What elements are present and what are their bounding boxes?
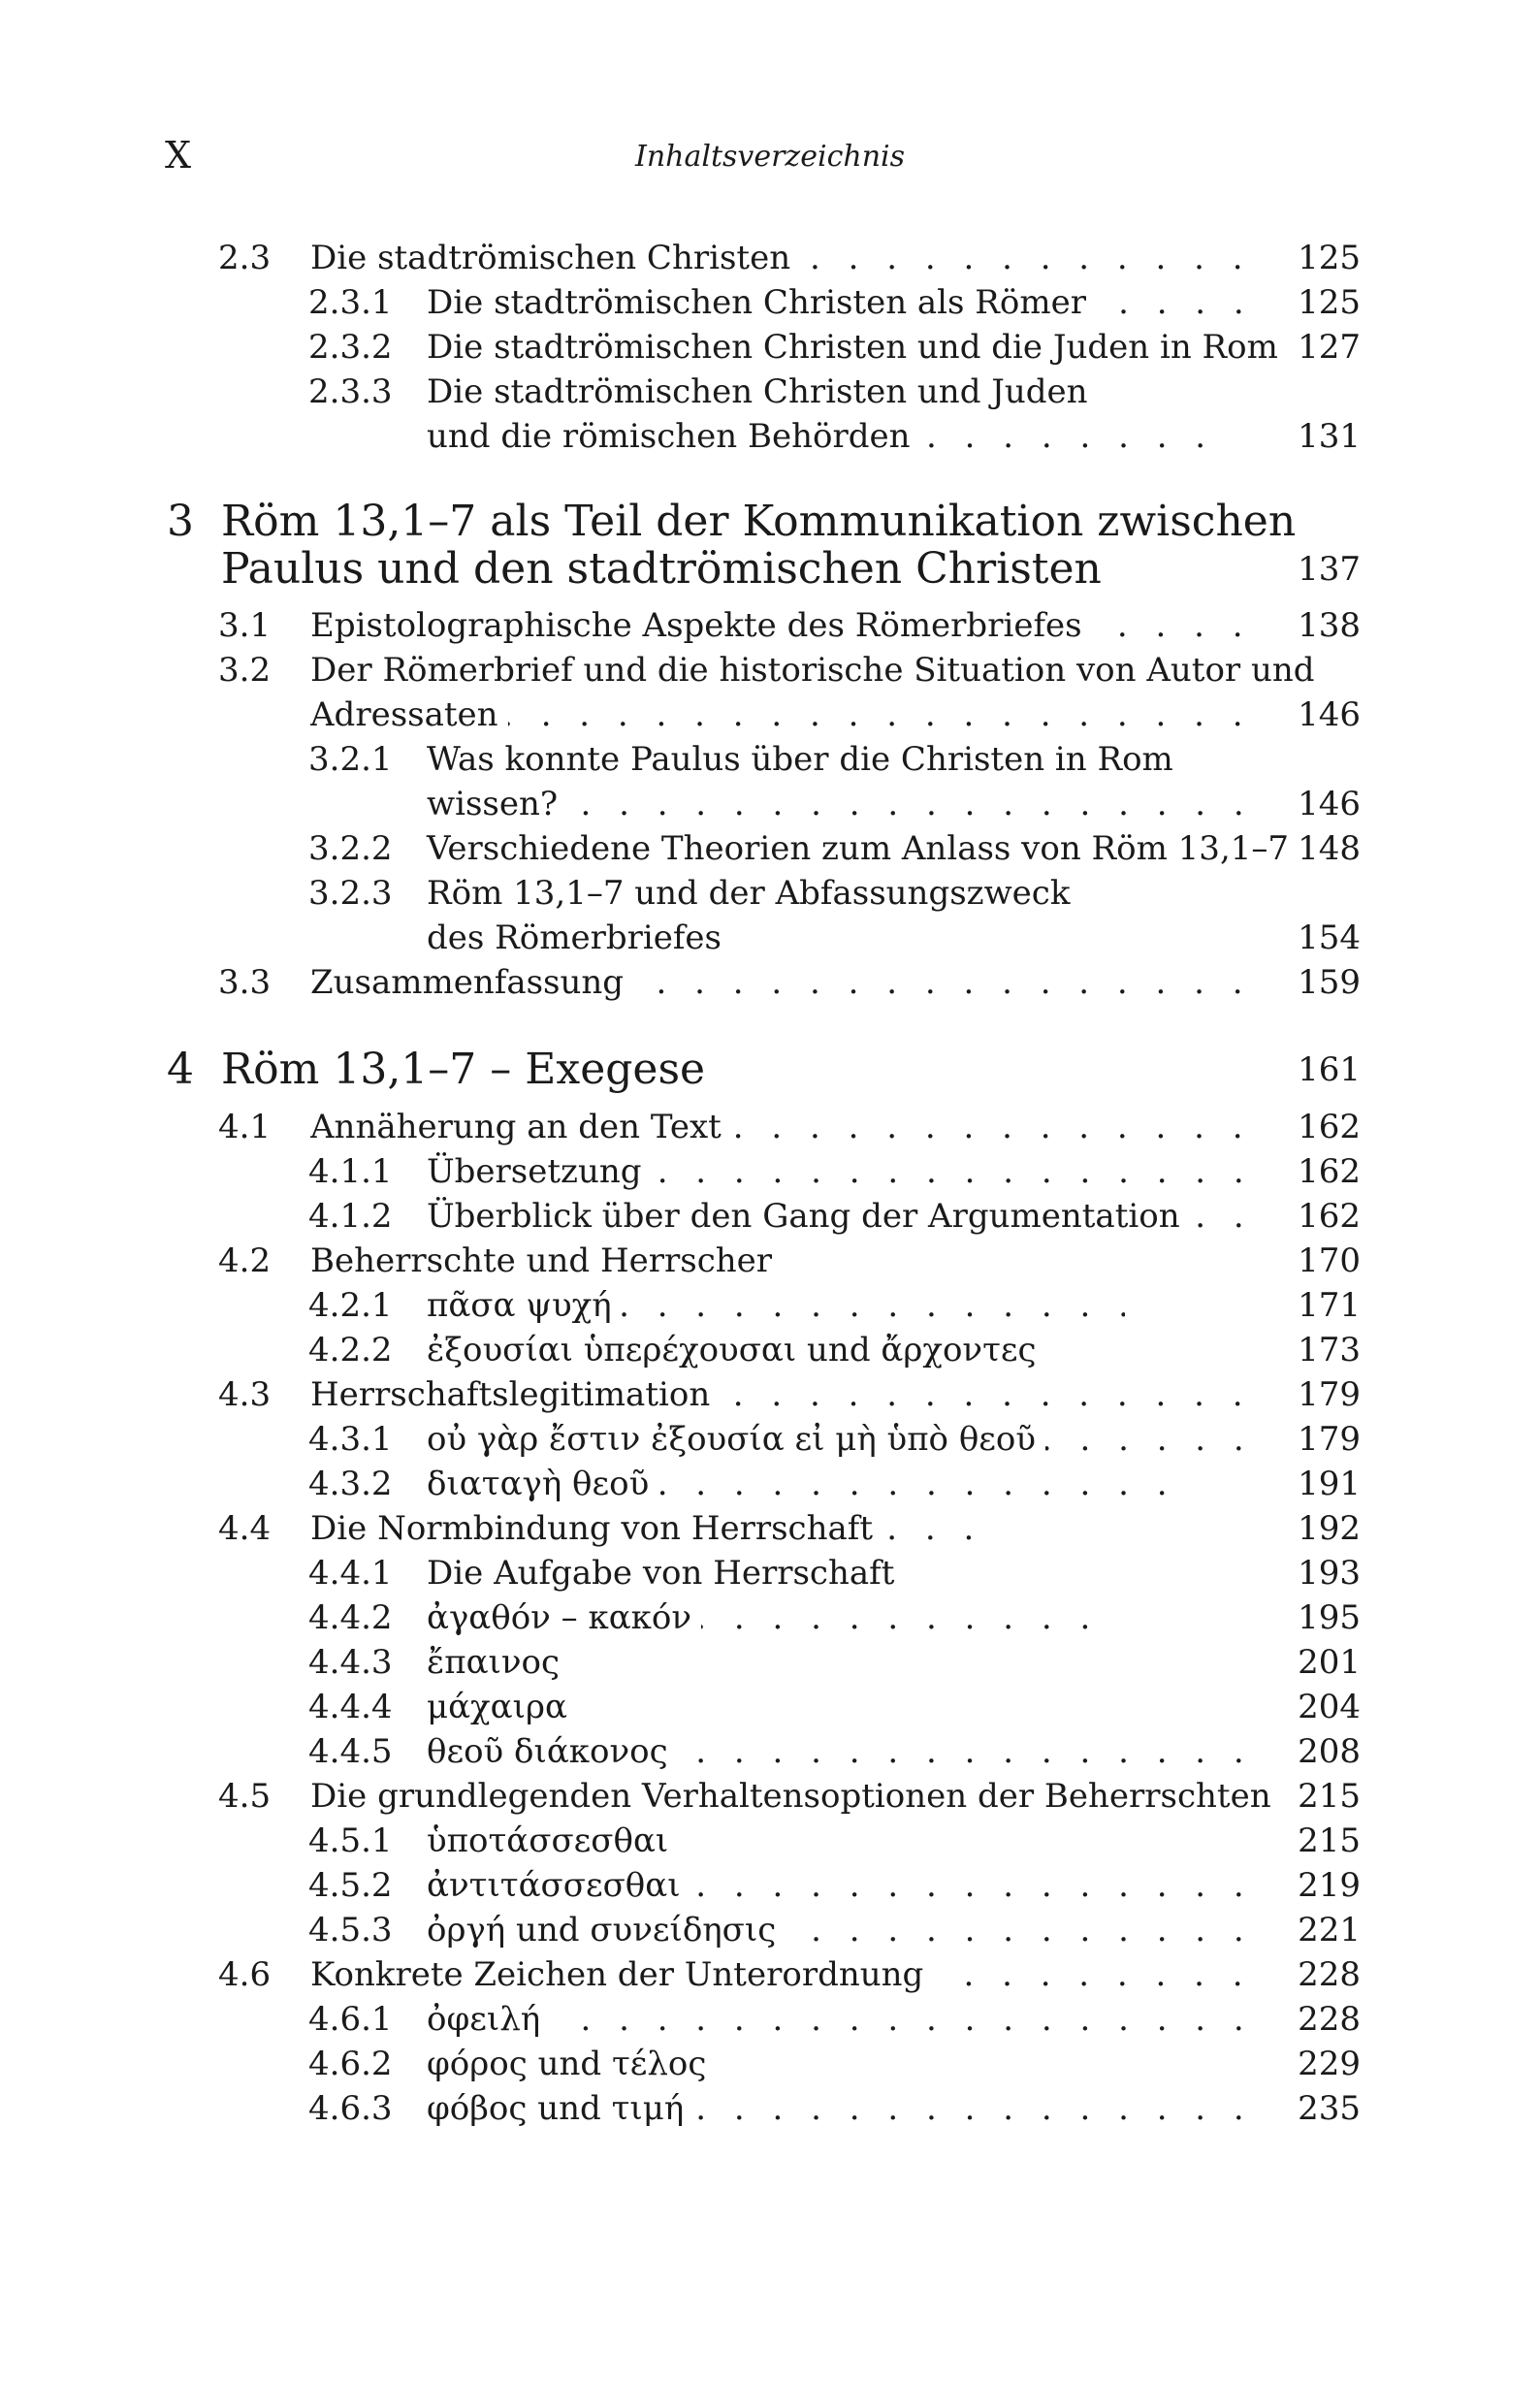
toc-entry-number: 3.1 [218, 606, 272, 645]
toc-entry [0, 1997, 1540, 2042]
toc-entry [0, 1551, 1540, 1595]
toc-entry-page: 125 [1298, 283, 1361, 322]
toc-entry [0, 1952, 1540, 1997]
toc-entry-page: 193 [1298, 1554, 1361, 1593]
chapter-entry-continuation [0, 543, 1540, 596]
toc-entry [0, 603, 1540, 648]
toc-entry-title: θεοῦ διάκονος . . . [427, 1729, 1266, 1774]
toc-entry-page: 221 [1298, 1911, 1361, 1949]
toc-entry-number: 4.3 [218, 1375, 272, 1414]
toc-entry-number: 4.1.1 [308, 1152, 393, 1191]
toc-entry [0, 1283, 1540, 1328]
toc-entry-title: Zusammenfassung . . . [310, 960, 1266, 1005]
toc-entry [0, 1729, 1540, 1774]
toc-entry [0, 1863, 1540, 1908]
toc-entry-title: Die Aufgabe von Herrschaft [427, 1554, 895, 1593]
toc-entry [0, 1908, 1540, 1952]
toc-entry-title: ὀργή und συνείδησις . . . [427, 1908, 1266, 1952]
toc-entry-number: 4.3.2 [308, 1465, 393, 1503]
toc-entry [0, 737, 1540, 782]
toc-entry-title: Überblick über den Gang der Argumentation . . . [427, 1194, 1266, 1239]
toc-entry-number: 4.6.3 [308, 2089, 393, 2128]
toc-entry [0, 1640, 1540, 1685]
toc-entry-page: 171 [1298, 1286, 1361, 1325]
toc-entry-title: μάχαιρα [427, 1688, 567, 1726]
toc-entry-number: 4.4.5 [308, 1732, 393, 1771]
toc-entry-title: Der Römerbrief und die historische Situation von Autor und [310, 651, 1315, 690]
toc-entry-title: Die grundlegenden Verhaltensoptionen der Beherrschten [310, 1777, 1271, 1816]
toc-entry-title: Die Normbindung von Herrschaft . . . [310, 1506, 999, 1551]
toc-entry [0, 2086, 1540, 2131]
running-title: Inhaltsverzeichnis [634, 140, 906, 174]
toc-entry-page: 146 [1298, 785, 1361, 823]
toc-entry [0, 2042, 1540, 2086]
toc-entry-title: Annäherung an den Text . . . [310, 1105, 1266, 1149]
toc-entry-page: 162 [1298, 1197, 1361, 1236]
toc-entry-title: οὐ γὰρ ἔστιν ἐξουσία εἰ μὴ ὑπὸ θεοῦ . . . [427, 1417, 1266, 1462]
toc-entry-number: 2.3 [218, 239, 272, 277]
toc-entry-title: πᾶσα ψυχή . . . [427, 1283, 1125, 1328]
toc-entry-number: 2.3.3 [308, 372, 393, 411]
toc-entry-page: 170 [1298, 1241, 1361, 1280]
toc-entry-page: 219 [1298, 1866, 1361, 1905]
toc-entry-number: 4.2 [218, 1241, 272, 1280]
toc-entry-page: 125 [1298, 239, 1361, 277]
toc-entry-page: 154 [1298, 918, 1361, 957]
toc-entry-page: 138 [1298, 606, 1361, 645]
toc-entry-page: 159 [1298, 963, 1361, 1002]
toc-entry-number: 4.4 [218, 1509, 272, 1548]
chapter-page: 161 [1298, 1050, 1361, 1089]
toc-entry-page: 204 [1298, 1688, 1361, 1726]
toc-entry-title: Die stadtrömischen Christen als Römer . . . [427, 280, 1266, 325]
toc-entry [0, 1819, 1540, 1863]
toc-entry [0, 1372, 1540, 1417]
chapter-title: Röm 13,1–7 als Teil der Kommunikation zwischen [221, 497, 1297, 546]
toc-entry-page: 215 [1298, 1821, 1361, 1860]
toc-entry-page: 228 [1298, 2000, 1361, 2039]
toc-entry-number: 3.2.1 [308, 740, 393, 779]
toc-entry-title: Was konnte Paulus über die Christen in Rom [427, 740, 1173, 779]
toc-entry-continuation [0, 916, 1540, 960]
toc-entry-page: 228 [1298, 1955, 1361, 1994]
toc-entry-title: wissen? . . . [427, 782, 1266, 826]
toc-entry-number: 4.5 [218, 1777, 272, 1816]
toc-entry [0, 1462, 1540, 1506]
toc-entry-title: des Römerbriefes [427, 918, 722, 957]
toc-entry-number: 4.6.1 [308, 2000, 393, 2039]
toc-entry-number: 4.3.1 [308, 1420, 393, 1459]
toc-entry-page: 162 [1298, 1152, 1361, 1191]
toc-entry-number: 4.5.3 [308, 1911, 393, 1949]
toc-entry-title: διαταγὴ θεοῦ . . . [427, 1462, 1193, 1506]
toc-entry [0, 648, 1540, 693]
toc-entry-continuation [0, 693, 1540, 737]
toc-entry-page: 229 [1298, 2045, 1361, 2083]
toc-entry-title: Herrschaftslegitimation . . . [310, 1372, 1266, 1417]
toc-entry [0, 1417, 1540, 1462]
toc-entry-page: 173 [1298, 1331, 1361, 1369]
toc-entry-page: 146 [1298, 695, 1361, 734]
chapter-number: 3 [167, 497, 194, 546]
toc-entry-page: 162 [1298, 1108, 1361, 1146]
toc-entry-title: Konkrete Zeichen der Unterordnung . . . [310, 1952, 1266, 1997]
toc-entry-number: 4.6 [218, 1955, 272, 1994]
toc-entry-title: Die stadtrömischen Christen und die Juden in Rom [427, 328, 1278, 367]
toc-entry [0, 1774, 1540, 1819]
toc-entry-page: 148 [1298, 829, 1361, 868]
toc-entry-continuation [0, 782, 1540, 826]
toc-entry [0, 1105, 1540, 1149]
toc-entry-number: 4.5.2 [308, 1866, 393, 1905]
chapter-title: Paulus und den stadtrömischen Christen [221, 544, 1102, 594]
toc-entry-page: 195 [1298, 1598, 1361, 1637]
toc-entry-number: 3.2.2 [308, 829, 393, 868]
toc-entry-page: 131 [1298, 417, 1361, 456]
toc-entry-page: 215 [1298, 1777, 1361, 1816]
chapter-title: Röm 13,1–7 – Exegese [221, 1045, 706, 1094]
toc-entry [0, 871, 1540, 916]
toc-entry-title: ὀφειλή . . . [427, 1997, 1266, 2042]
toc-entry-title: φόβος und τιμή . . . [427, 2086, 1266, 2131]
toc-entry-number: 4.4.3 [308, 1643, 393, 1682]
toc-entry-title: Verschiedene Theorien zum Anlass von Röm 13,1–7 [427, 829, 1290, 868]
toc-entry-page: 191 [1298, 1465, 1361, 1503]
toc-entry-number: 4.1.2 [308, 1197, 393, 1236]
chapter-page: 137 [1298, 550, 1361, 589]
toc-entry [0, 236, 1540, 280]
toc-entry-page: 192 [1298, 1509, 1361, 1548]
toc-entry-number: 3.2.3 [308, 874, 393, 913]
toc-entry-number: 2.3.1 [308, 283, 393, 322]
toc-entry [0, 960, 1540, 1005]
toc-entry-page: 179 [1298, 1375, 1361, 1414]
toc-entry-title: φόρος und τέλος [427, 2045, 707, 2083]
toc-entry-page: 201 [1298, 1643, 1361, 1682]
toc-entry-title: Die stadtrömischen Christen . . . [310, 236, 1266, 280]
toc-entry-title: Beherrschte und Herrscher [310, 1241, 773, 1280]
toc-entry-title: ἀγαθόν – κακόν . . . [427, 1595, 1106, 1640]
toc-entry-title: Übersetzung . . . [427, 1149, 1266, 1194]
toc-entry [0, 325, 1540, 370]
toc-entry [0, 280, 1540, 325]
toc-entry-title: Die stadtrömischen Christen und Juden [427, 372, 1088, 411]
toc-entry-page: 127 [1298, 328, 1361, 367]
toc-entry [0, 1595, 1540, 1640]
toc-entry-page: 179 [1298, 1420, 1361, 1459]
chapter-number: 4 [167, 1045, 194, 1094]
toc-entry [0, 1194, 1540, 1239]
toc-entry-number: 4.5.1 [308, 1821, 393, 1860]
toc-entry-title: Adressaten . . . [310, 693, 1266, 737]
toc-entry [0, 1685, 1540, 1729]
toc-entry-page: 208 [1298, 1732, 1361, 1771]
toc-entry-number: 3.2 [218, 651, 272, 690]
toc-entry-title: Epistolographische Aspekte des Römerbriefes . . . [310, 603, 1266, 648]
toc-entry-number: 4.2.2 [308, 1331, 393, 1369]
toc-entry-page: 235 [1298, 2089, 1361, 2128]
toc-entry-title: ἐξουσίαι ὑπερέχουσαι und ἄρχοντες [427, 1331, 1037, 1369]
toc-entry [0, 826, 1540, 871]
toc-entry-number: 3.3 [218, 963, 272, 1002]
toc-entry [0, 1328, 1540, 1372]
toc-entry-number: 2.3.2 [308, 328, 393, 367]
toc-entry [0, 1239, 1540, 1283]
toc-entry-number: 4.6.2 [308, 2045, 393, 2083]
page-number: X [165, 134, 192, 177]
toc-entry-continuation [0, 414, 1540, 459]
toc-entry [0, 1149, 1540, 1194]
toc-entry-title: und die römischen Behörden . . . [427, 414, 1207, 459]
toc-entry [0, 1506, 1540, 1551]
toc-entry-number: 4.1 [218, 1108, 272, 1146]
toc-entry-number: 4.2.1 [308, 1286, 393, 1325]
toc-entry-number: 4.4.2 [308, 1598, 393, 1637]
toc-entry-title: ὑποτάσσεσθαι [427, 1821, 669, 1860]
toc-entry [0, 370, 1540, 414]
chapter-entry [0, 496, 1540, 548]
toc-entry-title: ἀντιτάσσεσθαι . . . [427, 1863, 1266, 1908]
toc-entry-title: ἔπαινος [427, 1643, 561, 1682]
toc-entry-number: 4.4.1 [308, 1554, 393, 1593]
chapter-entry [0, 1044, 1540, 1096]
toc-entry-title: Röm 13,1–7 und der Abfassungszweck [427, 874, 1071, 913]
toc-entry-number: 4.4.4 [308, 1688, 393, 1726]
